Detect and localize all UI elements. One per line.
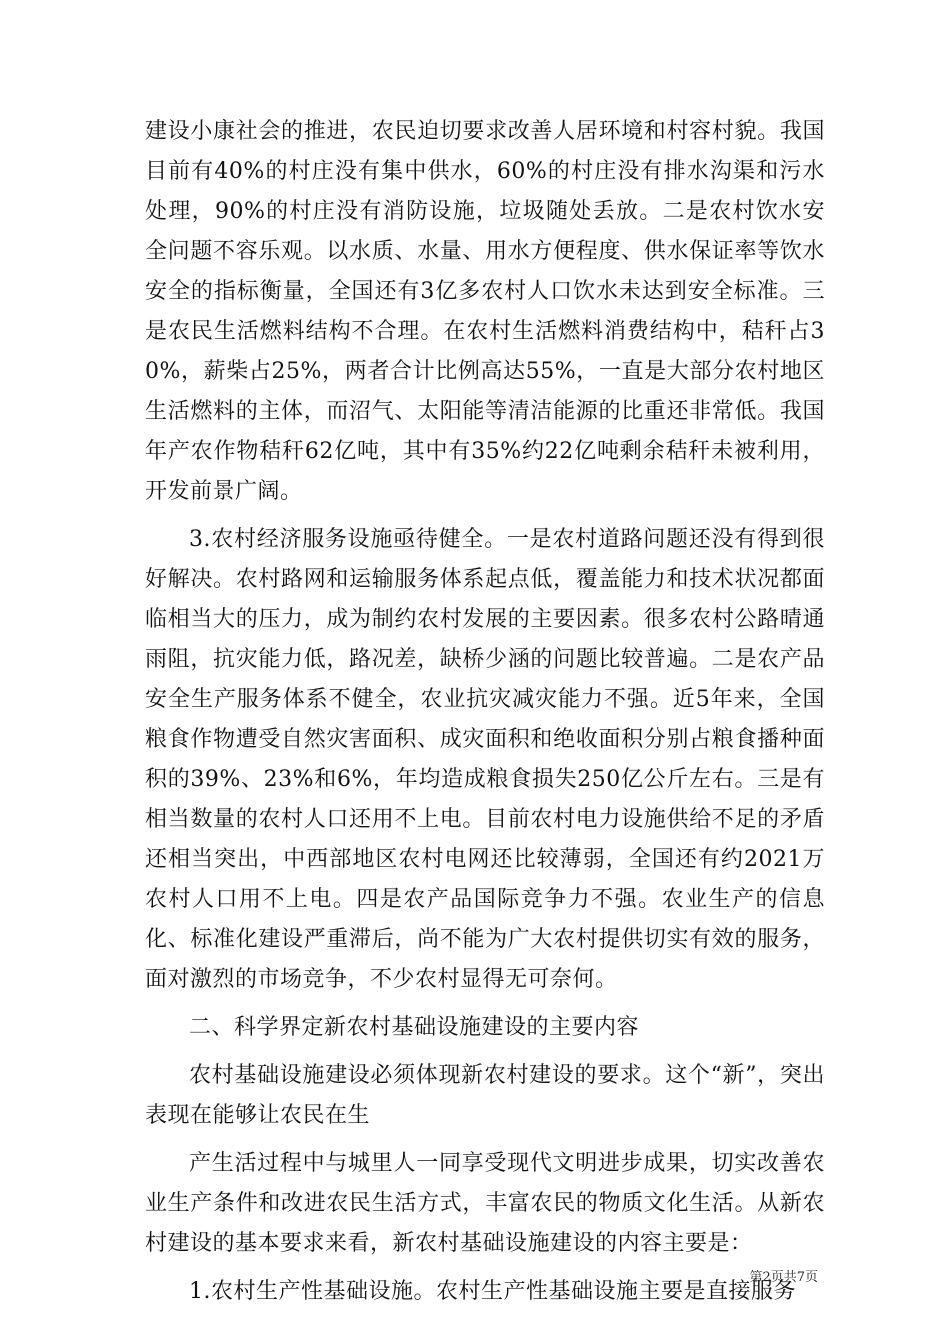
page-number: 第2页共7页 bbox=[749, 1270, 818, 1285]
paragraph-economic-service-facilities: 3.农村经济服务设施亟待健全。一是农村道路问题还没有得到很好解决。农村路网和运输服务体系起点低，覆盖能力和技术状况都面临相当大的压力，成为制约农村发展的主要因素。很多农村公路晴通雨阻，抗灾能力低，路况差，缺桥少涵的问题比较普遍。二是农产品安全生产服务体系不健全，农业抗灾减灾能力不强。近5年来，全国粮食作物遭受自然灾害面积、成灾面积和绝收面积分别占粮食播种面积的39%、23%和6%，年均造成粮食损失250亿公斤左右。三是有相当数量的农村人口还用不上电。目前农村电力设施供给不足的矛盾还相当突出，中西部地区农村电网还比较薄弱，全国还有约2021万农村人口用不上电。四是农产品国际竞争力不强。农业生产的信息化、标准化建设严重滞后，尚不能为广大农村提供切实有效的服务，面对激烈的市场竞争，不少农村显得无可奈何。 bbox=[145, 527, 825, 992]
paragraph-new-countryside-requirement: 农村基础设施建设必须体现新农村建设的要求。这个“新”，突出表现在能够让农民在生 bbox=[145, 1063, 825, 1128]
paragraph-productive-infrastructure: 1.农村生产性基础设施。农村生产性基础设施主要是直接服务 bbox=[189, 1279, 796, 1304]
document-body bbox=[145, 112, 825, 1312]
paragraph-living-environment: 建设小康社会的推进，农民迫切要求改善人居环境和村容村貌。我国目前有40%的村庄没有集中供水，60%的村庄没有排水沟渠和污水处理，90%的村庄没有消防设施，垃圾随处丢放。二是农村饮水安全问题不容乐观。以水质、水量、用水方便程度、供水保证率等饮水安全的指标衡量，全国还有3亿多农村人口饮水未达到安全标准。三是农民生活燃料结构不合理。在农村生活燃料消费结构中，秸秆占30%，薪柴占25%，两者合计比例高达55%，一直是大部分农村地区生活燃料的主体，而沼气、太阳能等清洁能源的比重还非常低。我国年产农作物秸秆62亿吨，其中有35%约22亿吨剩余秸秆未被利用，开发前景广阔。 bbox=[145, 119, 825, 504]
section-heading-main-content: 二、科学界定新农村基础设施建设的主要内容 bbox=[189, 1015, 640, 1040]
paragraph-modern-civilization: 产生活过程中与城里人一同享受现代文明进步成果，切实改善农业生产条件和改进农民生活方式，丰富农民的物质文化生活。从新农村建设的基本要求来看，新农村基础设施建设的内容主要是： bbox=[145, 1151, 825, 1256]
